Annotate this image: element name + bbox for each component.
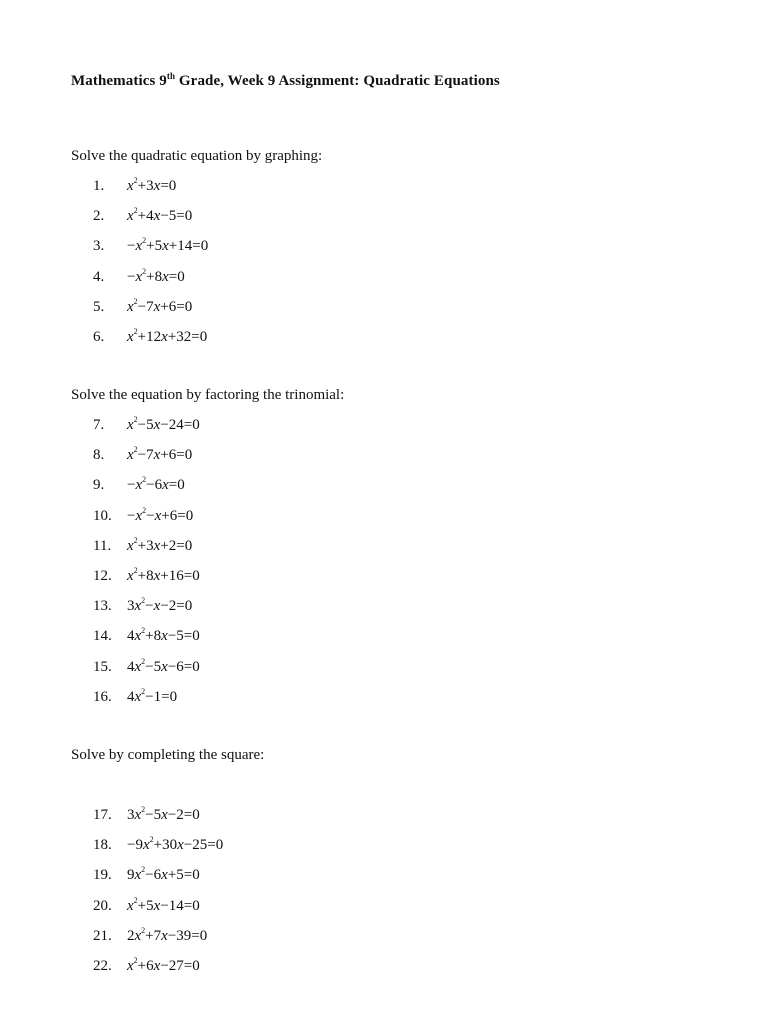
item-equation: $x^2+6x-27=0$	[127, 956, 200, 974]
item-number: 20.	[93, 897, 112, 914]
item-equation: $x^2+3x=0$	[127, 176, 177, 194]
title-main: Mathematics 9	[71, 73, 167, 89]
list-item	[0, 296, 768, 319]
list-item	[0, 598, 768, 618]
list-item	[0, 628, 768, 648]
list-item	[0, 686, 768, 709]
item-equation: $x^2+5x-14=0$	[127, 895, 200, 914]
section-heading-graphing: Solve the quadratic equation by graphing:	[71, 148, 323, 164]
item-number: 22.	[93, 958, 112, 974]
list-item	[0, 447, 768, 467]
list-item	[0, 505, 768, 528]
list-item	[0, 656, 768, 679]
item-equation: $2x^2+7x-39=0$	[127, 925, 208, 944]
item-number: 10.	[93, 507, 112, 524]
item-number: 12.	[93, 568, 112, 584]
list-item	[0, 266, 768, 289]
item-equation: $4x^2+8x-5=0$	[127, 626, 200, 645]
item-number: 2.	[93, 208, 105, 225]
list-item	[0, 895, 768, 918]
document-title	[71, 73, 500, 90]
list-item	[0, 958, 768, 978]
item-number: 5.	[93, 298, 105, 315]
item-number: 9.	[93, 477, 105, 494]
item-number: 7.	[93, 417, 105, 433]
item-number: 11.	[93, 537, 112, 554]
item-equation: $3x^2-x-2=0$	[127, 596, 193, 615]
list-item	[0, 925, 768, 948]
item-number: 14.	[93, 628, 112, 645]
item-equation: $x^2-5x-24=0$	[127, 415, 200, 433]
list-item	[0, 178, 768, 198]
list-item	[0, 208, 768, 228]
list-item	[0, 329, 768, 349]
item-equation: $-x^2+5x+14=0$	[127, 236, 209, 255]
item-number: 15.	[93, 658, 112, 675]
item-equation: $4x^2-5x-6=0$	[127, 656, 200, 675]
item-equation: $x^2+12x+32=0$	[127, 327, 208, 345]
item-number: 8.	[93, 447, 105, 464]
item-number: 1.	[93, 178, 105, 194]
list-item	[0, 568, 768, 588]
item-equation: $x^2+8x+16=0$	[127, 566, 200, 584]
section-heading-completing-square: Solve by completing the square:	[71, 747, 265, 763]
item-equation: $4x^2-1=0$	[127, 686, 178, 705]
section-heading-factoring: Solve the equation by factoring the trinomial:	[71, 387, 345, 403]
item-number: 4.	[93, 268, 105, 285]
item-number: 6.	[93, 329, 105, 345]
list-item	[0, 807, 768, 827]
list-item	[0, 837, 768, 857]
item-number: 13.	[93, 598, 112, 615]
list-item	[0, 417, 768, 437]
item-equation: $3x^2-5x-2=0$	[127, 805, 200, 823]
item-equation: $-9x^2+30x-25=0$	[127, 835, 224, 854]
item-equation: $9x^2-6x+5=0$	[127, 865, 200, 884]
item-equation: $-x^2-x+6=0$	[127, 505, 194, 524]
list-item	[0, 867, 768, 887]
item-equation: $x^2-7x+6=0$	[127, 445, 193, 464]
list-item	[0, 535, 768, 558]
item-number: 19.	[93, 867, 112, 884]
item-number: 21.	[93, 927, 112, 944]
title-rest: Grade, Week 9 Assignment: Quadratic Equations	[175, 73, 500, 89]
title-superscript: th	[166, 71, 176, 81]
item-equation: $x^2+4x-5=0$	[127, 206, 193, 225]
item-equation: $-x^2-6x=0$	[127, 475, 185, 494]
list-item	[0, 238, 768, 258]
item-number: 17.	[93, 807, 112, 823]
item-number: 16.	[93, 688, 112, 705]
item-number: 18.	[93, 837, 112, 854]
list-item	[0, 477, 768, 497]
item-equation: $x^2-7x+6=0$	[127, 296, 193, 315]
item-equation: $x^2+3x+2=0$	[127, 535, 193, 554]
item-number: 3.	[93, 238, 105, 255]
item-equation: $-x^2+8x=0$	[127, 266, 185, 285]
